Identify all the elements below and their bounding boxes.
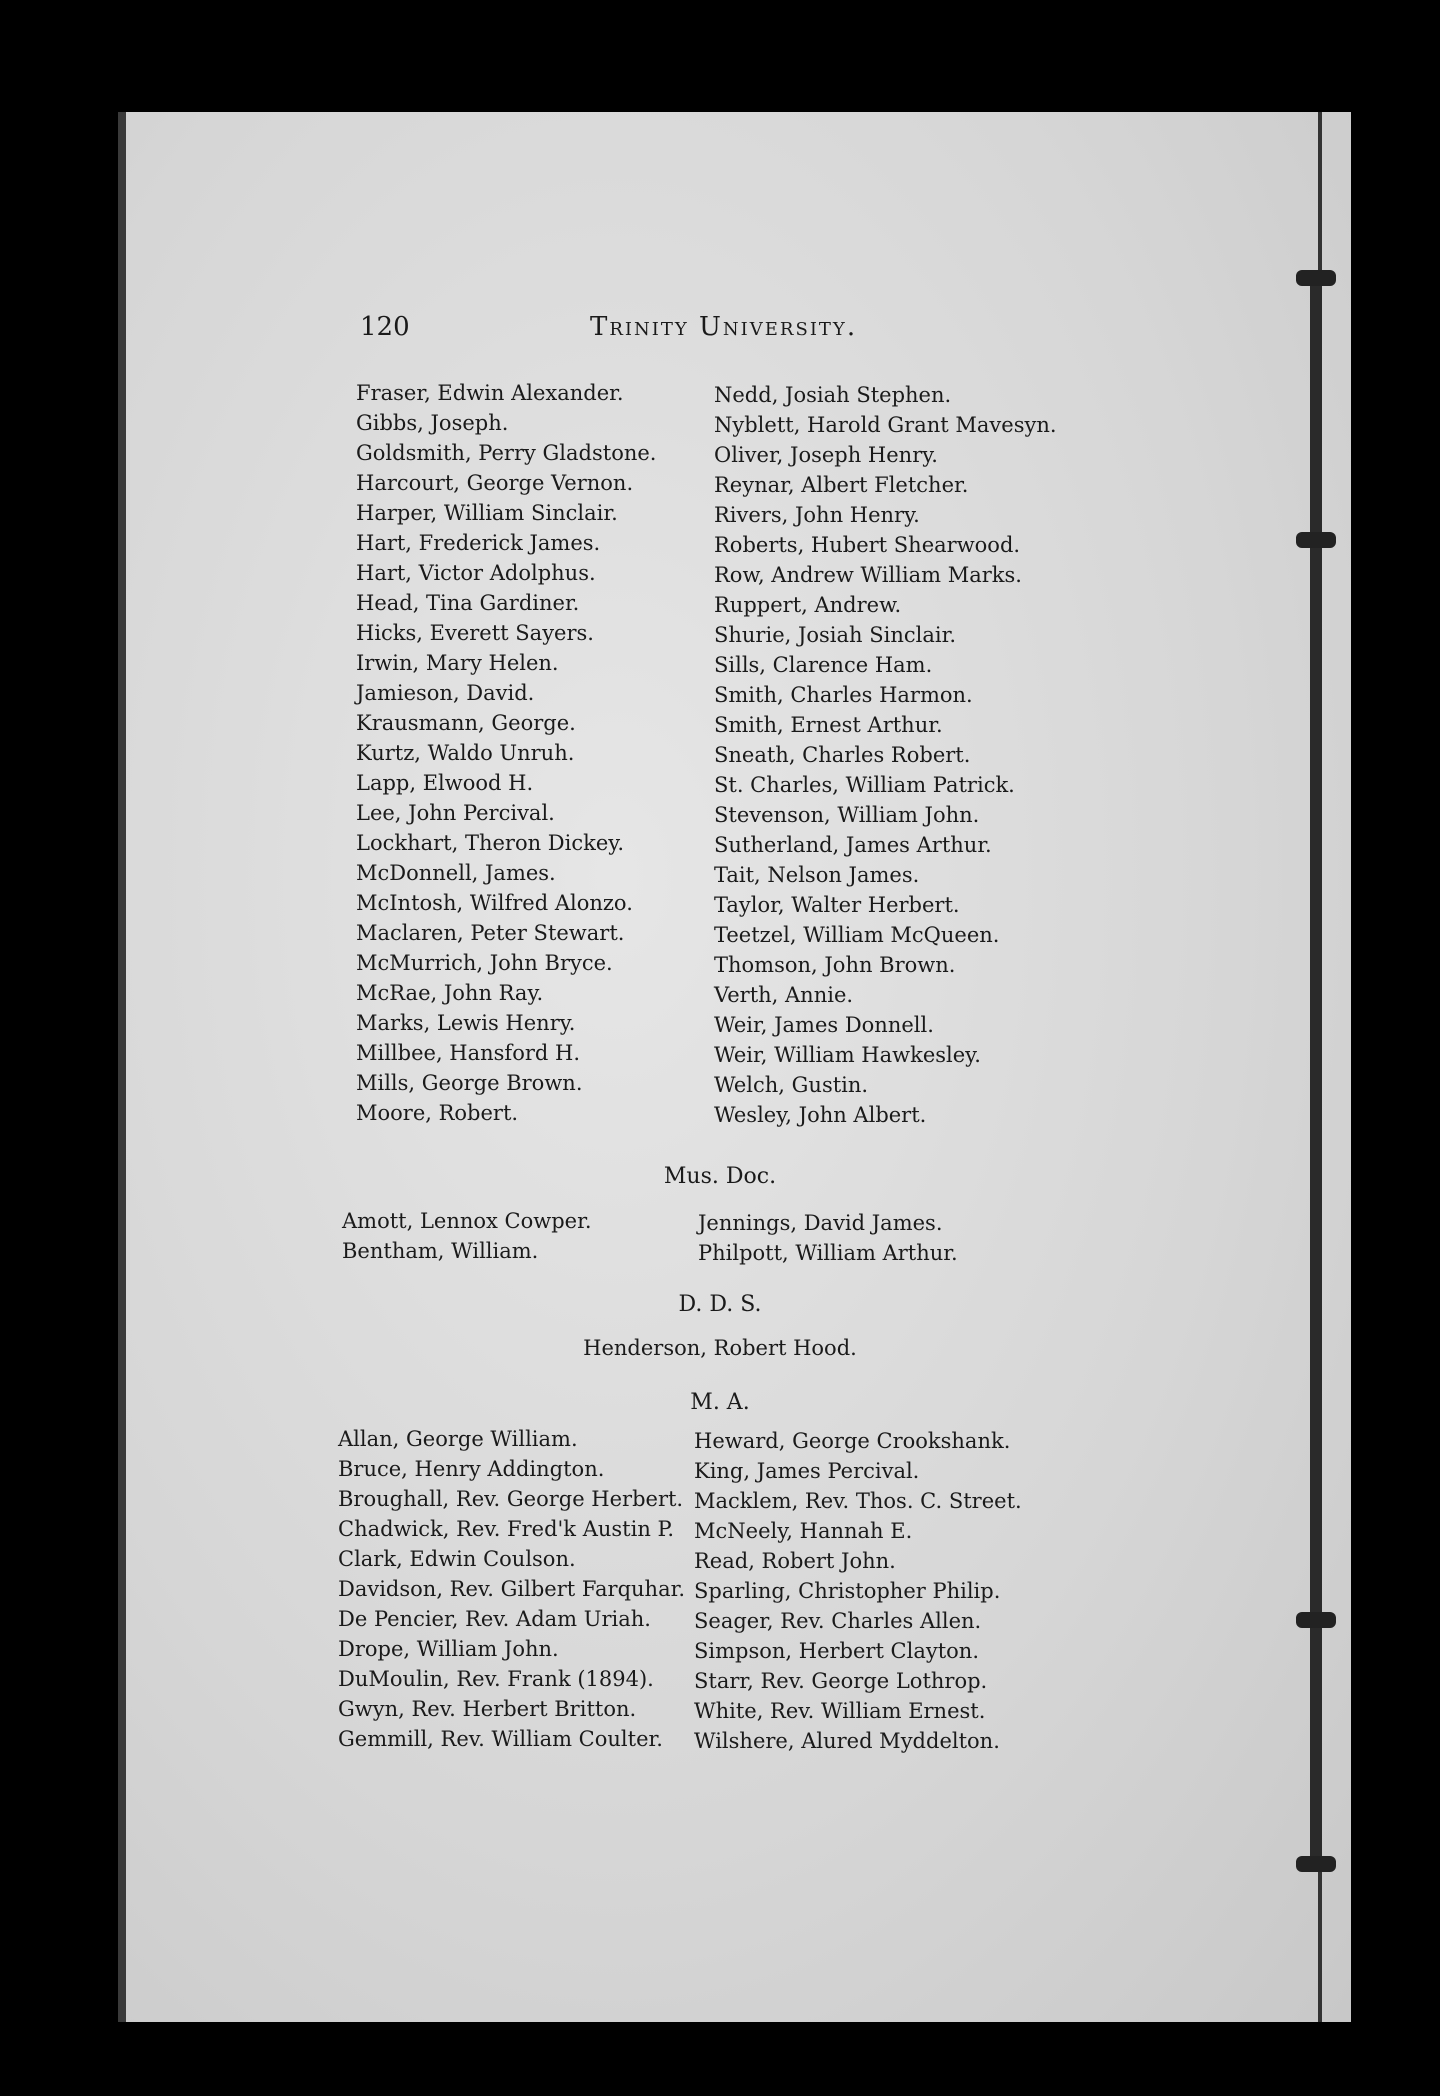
name-entry: Moore, Robert. xyxy=(356,1101,519,1125)
name-entry: Roberts, Hubert Shearwood. xyxy=(714,533,1021,557)
name-entry: Read, Robert John. xyxy=(694,1549,896,1573)
name-entry: St. Charles, William Patrick. xyxy=(714,773,1015,797)
name-entry: King, James Percival. xyxy=(694,1459,920,1483)
name-entry: Harcourt, George Vernon. xyxy=(356,471,634,495)
ma-column-left xyxy=(338,1424,685,1754)
name-entry: Oliver, Joseph Henry. xyxy=(714,443,938,467)
name-entry: Row, Andrew William Marks. xyxy=(714,563,1022,587)
name-entry: Verth, Annie. xyxy=(714,983,854,1007)
mus-doc-column-right xyxy=(698,1208,958,1268)
section-heading-dds: D. D. S. xyxy=(678,1292,762,1317)
name-entry: Marks, Lewis Henry. xyxy=(356,1011,576,1035)
name-entry: Heward, George Crookshank. xyxy=(694,1429,1011,1453)
name-entry: Jennings, David James. xyxy=(698,1211,943,1235)
name-entry: Lee, John Percival. xyxy=(356,801,555,825)
name-entry: Tait, Nelson James. xyxy=(714,863,920,887)
name-entry: Thomson, John Brown. xyxy=(714,953,956,977)
name-entry: McRae, John Ray. xyxy=(356,981,544,1005)
name-entry: McDonnell, James. xyxy=(356,861,556,885)
name-entry: Mills, George Brown. xyxy=(356,1071,583,1095)
name-entry: Krausmann, George. xyxy=(356,711,576,735)
name-entry: Clark, Edwin Coulson. xyxy=(338,1547,576,1571)
mus-doc-column-left xyxy=(342,1206,592,1266)
name-entry: McIntosh, Wilfred Alonzo. xyxy=(356,891,633,915)
binding-knot xyxy=(1296,532,1336,548)
name-entry: Simpson, Herbert Clayton. xyxy=(694,1639,980,1663)
name-entry: Hart, Victor Adolphus. xyxy=(356,561,596,585)
name-entry: Macklem, Rev. Thos. C. Street. xyxy=(694,1489,1022,1513)
name-entry: Ruppert, Andrew. xyxy=(714,593,902,617)
name-entry: Nedd, Josiah Stephen. xyxy=(714,383,952,407)
binding-knot xyxy=(1296,270,1336,286)
name-entry: Shurie, Josiah Sinclair. xyxy=(714,623,956,647)
name-entry: Wesley, John Albert. xyxy=(714,1103,927,1127)
name-entry: Gemmill, Rev. William Coulter. xyxy=(338,1727,663,1751)
name-entry: Fraser, Edwin Alexander. xyxy=(356,381,624,405)
name-entry: Starr, Rev. George Lothrop. xyxy=(694,1669,988,1693)
name-entry: Allan, George William. xyxy=(338,1427,578,1451)
name-entry: Stevenson, William John. xyxy=(714,803,980,827)
name-entry: Bentham, William. xyxy=(342,1239,539,1263)
name-entry: Kurtz, Waldo Unruh. xyxy=(356,741,575,765)
name-entry: Gwyn, Rev. Herbert Britton. xyxy=(338,1697,637,1721)
name-entry: Rivers, John Henry. xyxy=(714,503,920,527)
name-entry: De Pencier, Rev. Adam Uriah. xyxy=(338,1607,651,1631)
name-entry: Davidson, Rev. Gilbert Farquhar. xyxy=(338,1577,685,1601)
name-column-left xyxy=(356,378,656,1128)
name-entry: Philpott, William Arthur. xyxy=(698,1241,958,1265)
name-entry: Sparling, Christopher Philip. xyxy=(694,1579,1001,1603)
section-heading-mus-doc: Mus. Doc. xyxy=(663,1164,777,1189)
name-entry: Hicks, Everett Sayers. xyxy=(356,621,594,645)
name-entry: McNeely, Hannah E. xyxy=(694,1519,913,1543)
name-entry: Taylor, Walter Herbert. xyxy=(714,893,960,917)
ma-column-right xyxy=(694,1426,1022,1756)
name-entry: White, Rev. William Ernest. xyxy=(694,1699,986,1723)
name-entry: Goldsmith, Perry Gladstone. xyxy=(356,441,657,465)
name-entry: Millbee, Hansford H. xyxy=(356,1041,580,1065)
name-entry: Lockhart, Theron Dickey. xyxy=(356,831,625,855)
name-entry: Head, Tina Gardiner. xyxy=(356,591,580,615)
name-entry: Teetzel, William McQueen. xyxy=(714,923,1000,947)
name-entry: Smith, Ernest Arthur. xyxy=(714,713,943,737)
binding-spine xyxy=(1310,270,1322,1870)
name-entry: Broughall, Rev. George Herbert. xyxy=(338,1487,684,1511)
name-column-right xyxy=(714,380,1057,1130)
page-number: 120 xyxy=(360,312,410,342)
name-entry: Sneath, Charles Robert. xyxy=(714,743,971,767)
name-entry: Amott, Lennox Cowper. xyxy=(342,1209,592,1233)
name-entry: Smith, Charles Harmon. xyxy=(714,683,973,707)
name-entry: Welch, Gustin. xyxy=(714,1073,869,1097)
name-entry: Seager, Rev. Charles Allen. xyxy=(694,1609,982,1633)
name-entry: Sills, Clarence Ham. xyxy=(714,653,933,677)
name-entry: Weir, William Hawkesley. xyxy=(714,1043,981,1067)
name-entry: Wilshere, Alured Myddelton. xyxy=(694,1729,1000,1753)
name-entry: Bruce, Henry Addington. xyxy=(338,1457,605,1481)
name-entry: Lapp, Elwood H. xyxy=(356,771,534,795)
binding-knot xyxy=(1296,1856,1336,1872)
name-entry: DuMoulin, Rev. Frank (1894). xyxy=(338,1667,654,1691)
dds-name: Henderson, Robert Hood. xyxy=(583,1336,857,1360)
section-heading-ma: M. A. xyxy=(690,1390,750,1415)
name-entry: Irwin, Mary Helen. xyxy=(356,651,559,675)
name-entry: Jamieson, David. xyxy=(356,681,535,705)
name-entry: Gibbs, Joseph. xyxy=(356,411,509,435)
name-entry: McMurrich, John Bryce. xyxy=(356,951,613,975)
name-entry: Harper, William Sinclair. xyxy=(356,501,618,525)
name-entry: Chadwick, Rev. Fred'k Austin P. xyxy=(338,1517,675,1541)
binding-knot xyxy=(1296,1612,1336,1628)
name-entry: Reynar, Albert Fletcher. xyxy=(714,473,969,497)
name-entry: Hart, Frederick James. xyxy=(356,531,601,555)
running-title: Trinity University. xyxy=(590,312,858,342)
name-entry: Nyblett, Harold Grant Mavesyn. xyxy=(714,413,1057,437)
name-entry: Maclaren, Peter Stewart. xyxy=(356,921,625,945)
name-entry: Weir, James Donnell. xyxy=(714,1013,934,1037)
name-entry: Drope, William John. xyxy=(338,1637,559,1661)
name-entry: Sutherland, James Arthur. xyxy=(714,833,992,857)
